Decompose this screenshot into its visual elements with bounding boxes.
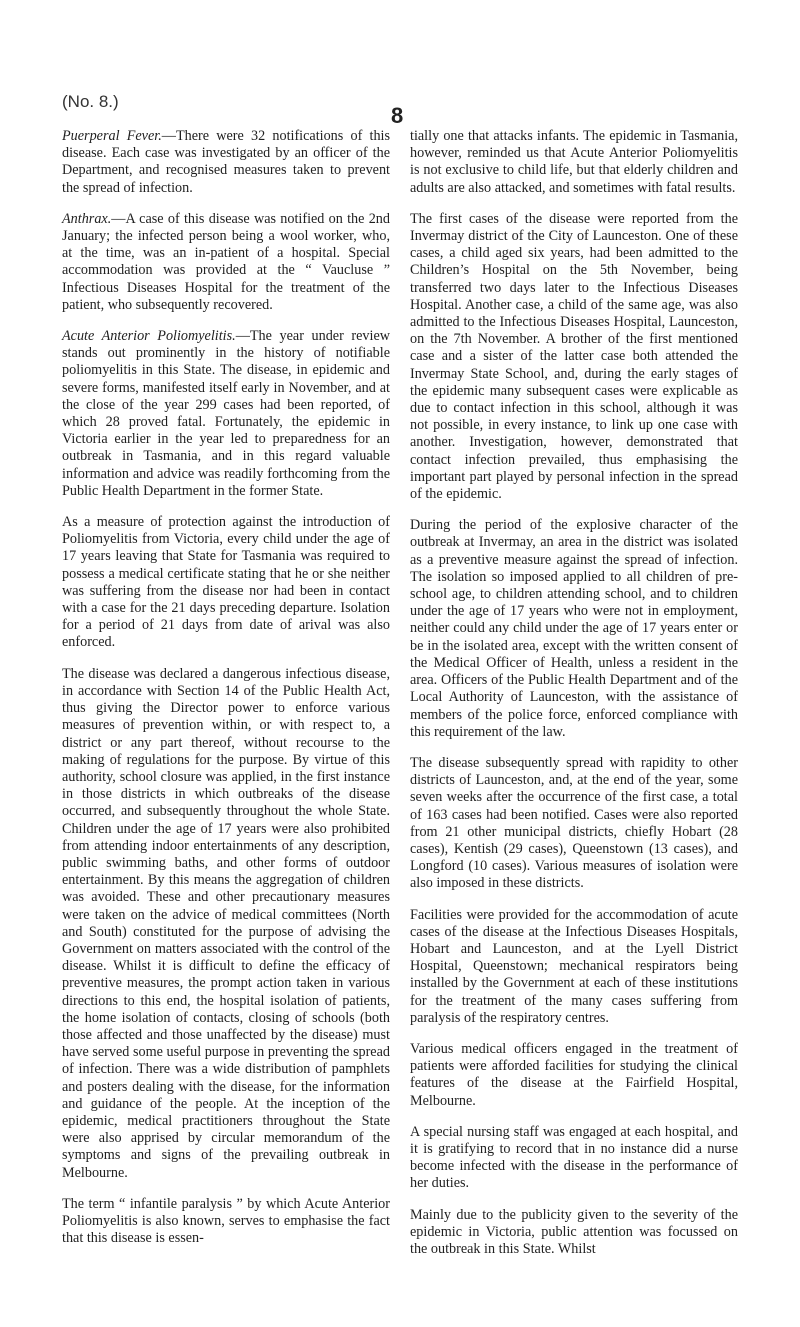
paragraph-puerperal-fever [62, 128, 390, 197]
paragraph: During the period of the explosive character of the outbreak at Invermay, an area in the district was isolated as a preventive measure against the spread of infection. The isolation so imposed applied to all children of pre-school age, to children attending school, and to children under the age of 17 years who were not in employment, neither could any child under the age of 17 years enter or be in the isolated area, except with the written consent of the Medical Officer of Health, unless a resident in the area. Officers of the Public Health Department and of the Local Authority of Launceston, with the assistance of members of the police force, enforced compliance with this requirement of the law. [410, 517, 738, 740]
paragraph: tially one that attacks infants. The epidemic in Tasmania, however, reminded us that Acute Anterior Poliomyelitis is not exclusive to child life, but that elderly children and adults are also attacked, and sometimes with fatal results. [410, 128, 738, 196]
section-heading-anthrax: Anthrax. [62, 210, 112, 227]
right-column [410, 128, 738, 1272]
section-heading-puerperal-fever: Puerperal Fever. [62, 128, 162, 144]
left-column [62, 128, 390, 1261]
paragraph: The disease was declared a dangerous infectious disease, in accordance with Section 14 of the Public Health Act, thus giving the Director power to enforce various measures of prevention within, or with respect to, a district or any part thereof, without recourse to the making of regulations for the purpose. By virtue of this authority, school closure was applied, in the first instance in those districts in which outbreaks of the disease occurred, and subsequently throughout the whole State. Children under the age of 17 years were also prohibited from attending indoor entertainments of any description, public swimming baths, and other forms of outdoor entertainment. By this means the aggregation of children was avoided. These and other precautionary measures were taken on the advice of medical committees (North and South) constituted for the purpose of advising the Government on matters associated with the control of the disease. Whilst it is difficult to define the efficacy of preventive measures, the prompt action taken in various directions to this end, the hospital isolation of patients, the home isolation of contacts, closing of schools (both those affected and those unaffected by the disease) must have served some useful purpose in preventing the spread of infection. There was a wide distribution of pamphlets and posters dealing with the disease, for the information and guidance of the people. At the inception of the epidemic, medical practitioners throughout the State were also apprised by circular memorandum of the symptoms and signs of the prevailing outbreak in Melbourne. [62, 665, 390, 1181]
paragraph: Mainly due to the publicity given to the severity of the epidemic in Victoria, public attention was focussed on the outbreak in this State. Whilst [410, 1206, 738, 1257]
page-number: 8 [391, 103, 404, 128]
paragraph-poliomyelitis [62, 328, 390, 500]
paragraph-text: —A case of this disease was notified on the 2nd January; the infected person being a wool worker, who, at the time, was an in-patient of a hospital. Special accommodation was provided at the “ Vaucluse ” Infectious Diseases Hospital for the treatment of the patient, who subsequently recovered. [62, 210, 390, 313]
paragraph: The disease subsequently spread with rapidity to other districts of Launceston, and, at the end of the year, some seven weeks after the occurrence of the first case, a total of 163 cases had been notified. Cases were also reported from 21 other municipal districts, chiefly Hobart (28 cases), Kentish (29 cases), Queenstown (13 cases), and Longford (10 cases). Various measures of isolation were also imposed in these districts. [410, 754, 738, 892]
paragraph: As a measure of protection against the introduction of Poliomyelitis from Victoria, every child under the age of 17 years leaving that State for Tasmania was required to possess a medical certificate stating that he or she neither was suffering from the disease nor had been in contact with a case for the 21 days preceding departure. Isolation for a period of 21 days from date of arival was also enforced. [62, 514, 390, 651]
document-number: (No. 8.) [62, 92, 119, 111]
section-heading-poliomyelitis: Acute Anterior Poliomyelitis. [62, 328, 236, 345]
paragraph: A special nursing staff was engaged at each hospital, and it is gratifying to record that in no instance did a nurse become infected with the disease in the performance of her duties. [410, 1123, 738, 1192]
paragraph-text: —There were 32 notifications of this disease. Each case was investigated by an officer of the Department, and recognised measures taken to prevent the spread of infection. [62, 128, 391, 196]
paragraph: The term “ infantile paralysis ” by which Acute Anterior Poliomyelitis is also known, serves to emphasise the fact that this disease is essen- [62, 1195, 390, 1247]
paragraph-anthrax [62, 211, 390, 314]
paragraph: Various medical officers engaged in the treatment of patients were afforded facilities for studying the clinical features of the disease at the Fairfield Hospital, Melbourne. [410, 1040, 738, 1109]
paragraph-text: —The year under review stands out prominently in the history of notifiable poliomyelitis in this State. The disease, in epidemic and severe forms, manifested itself early in November, and at the close of the year 299 cases had been reported, of which 28 proved fatal. Fortunately, the epidemic in Victoria earlier in the year led to preparedness for an outbreak in Tasmania, and in this regard valuable information and advice was readily forthcoming from the Public Health Department in the former State. [62, 328, 391, 499]
paragraph: Facilities were provided for the accommodation of acute cases of the disease at the Infectious Diseases Hospitals, Hobart and Launceston, and at the Lyell District Hospital, Queenstown; mechanical respirators being installed by the Government at each of these institutions for the treatment of the many cases suffering from paralysis of the respiratory centres. [410, 906, 738, 1026]
paragraph: The first cases of the disease were reported from the Invermay district of the City of Launceston. One of these cases, a child aged six years, had been admitted to the Children’s Hospital on the 5th November, being transferred two days later to the Infectious Diseases Hospital. Another case, a child of the same age, was also admitted to the Infectious Diseases Hospital, Launceston, on the 7th November. A brother of the first mentioned case and a sister of the latter case both attended the Invermay State School, and, during the early stages of the epidemic many subsequent cases were explicable as due to contact infection in this school, although it was not possible, in every instance, to link up one case with another. Investigation, however, demonstrated that contact infection prevailed, thus emphasising the important part played by personal infection in the spread of the epidemic. [410, 210, 738, 503]
